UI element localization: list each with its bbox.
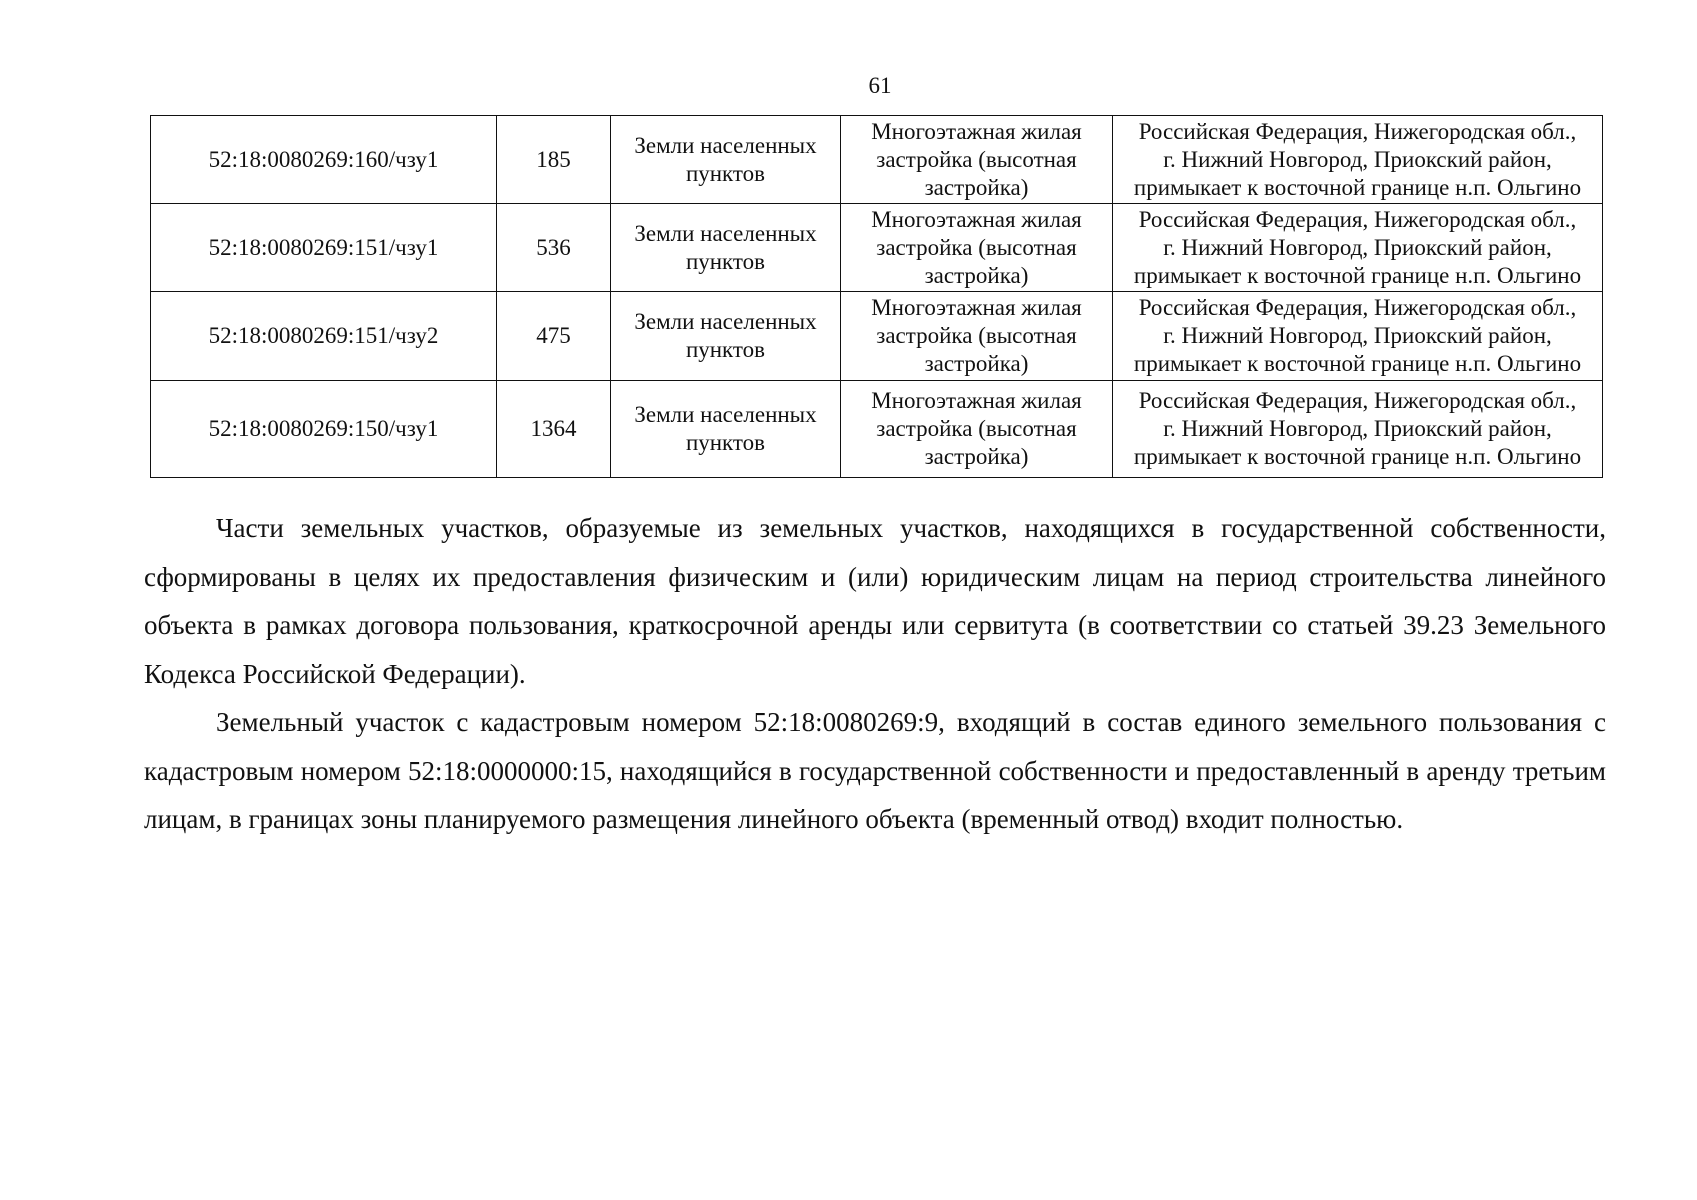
area-cell: 1364	[497, 381, 611, 478]
permitted-use-cell: Многоэтажная жилая застройка (высотная застройка)	[841, 381, 1113, 478]
address-line: примыкает к восточной границе н.п. Ольгино	[1133, 444, 1582, 469]
address-line: г. Нижний Новгород, Приокский район,	[1163, 234, 1552, 260]
table-row	[151, 292, 1603, 381]
address-line: Российская Федерация, Нижегородская обл.,	[1138, 118, 1577, 144]
area-cell: 185	[497, 116, 611, 204]
address-line: г. Нижний Новгород, Приокский район,	[1163, 416, 1552, 441]
table-row	[151, 204, 1603, 292]
land-parcels-table	[150, 115, 1603, 478]
cadastral-part-cell: 52:18:0080269:150/чзу1	[151, 381, 497, 478]
address-line: примыкает к восточной границе н.п. Ольгино	[1133, 351, 1582, 376]
address-line: примыкает к восточной границе н.п. Ольгино	[1133, 174, 1582, 200]
address-line: Российская Федерация, Нижегородская обл.,	[1138, 295, 1577, 320]
paragraph-cadastral-plot: Земельный участок с кадастровым номером 52:18:0080269:9, входящий в состав единого земельного пользования с кадастровым номером 52:18:0000000:15, находящийся в государственной собственности и предоставленный в аренду третьим лицам, в границах зоны планируемого размещения линейного объекта (временный отвод) входит полностью.	[144, 707, 1606, 834]
address-line: Российская Федерация, Нижегородская обл.,	[1138, 388, 1577, 413]
permitted-use-cell: Многоэтажная жилая застройка (высотная застройка)	[841, 204, 1113, 292]
permitted-use-cell: Многоэтажная жилая застройка (высотная застройка)	[841, 116, 1113, 204]
address-cell	[1113, 204, 1603, 292]
cadastral-part-cell: 52:18:0080269:160/чзу1	[151, 116, 497, 204]
land-category-cell: Земли населенных пунктов	[611, 116, 841, 204]
address-line: Российская Федерация, Нижегородская обл.,	[1138, 206, 1577, 232]
body-text	[144, 504, 1606, 844]
address-line: г. Нижний Новгород, Приокский район,	[1163, 323, 1552, 348]
cadastral-part-cell: 52:18:0080269:151/чзу2	[151, 292, 497, 381]
paragraph-land-parts: Части земельных участков, образуемые из земельных участков, находящихся в государственной собственности, сформированы в целях их предоставления физическим и (или) юридическим лицам на период строительства линейного объекта в рамках договора пользования, краткосрочной аренды или сервитута (в соответствии со статьей 39.23 Земельного Кодекса Российской Федерации).	[144, 513, 1606, 689]
table-row	[151, 381, 1603, 478]
address-line: г. Нижний Новгород, Приокский район,	[1163, 146, 1552, 172]
address-cell	[1113, 116, 1603, 204]
address-cell	[1113, 381, 1603, 478]
land-category-cell: Земли населенных пунктов	[611, 381, 841, 478]
land-category-cell: Земли населенных пунктов	[611, 292, 841, 381]
permitted-use-cell: Многоэтажная жилая застройка (высотная застройка)	[841, 292, 1113, 381]
page-number: 61	[868, 73, 892, 98]
table-row	[151, 116, 1603, 204]
address-cell	[1113, 292, 1603, 381]
address-line: примыкает к восточной границе н.п. Ольгино	[1133, 262, 1582, 288]
area-cell: 475	[497, 292, 611, 381]
land-category-cell: Земли населенных пунктов	[611, 204, 841, 292]
cadastral-part-cell: 52:18:0080269:151/чзу1	[151, 204, 497, 292]
area-cell: 536	[497, 204, 611, 292]
